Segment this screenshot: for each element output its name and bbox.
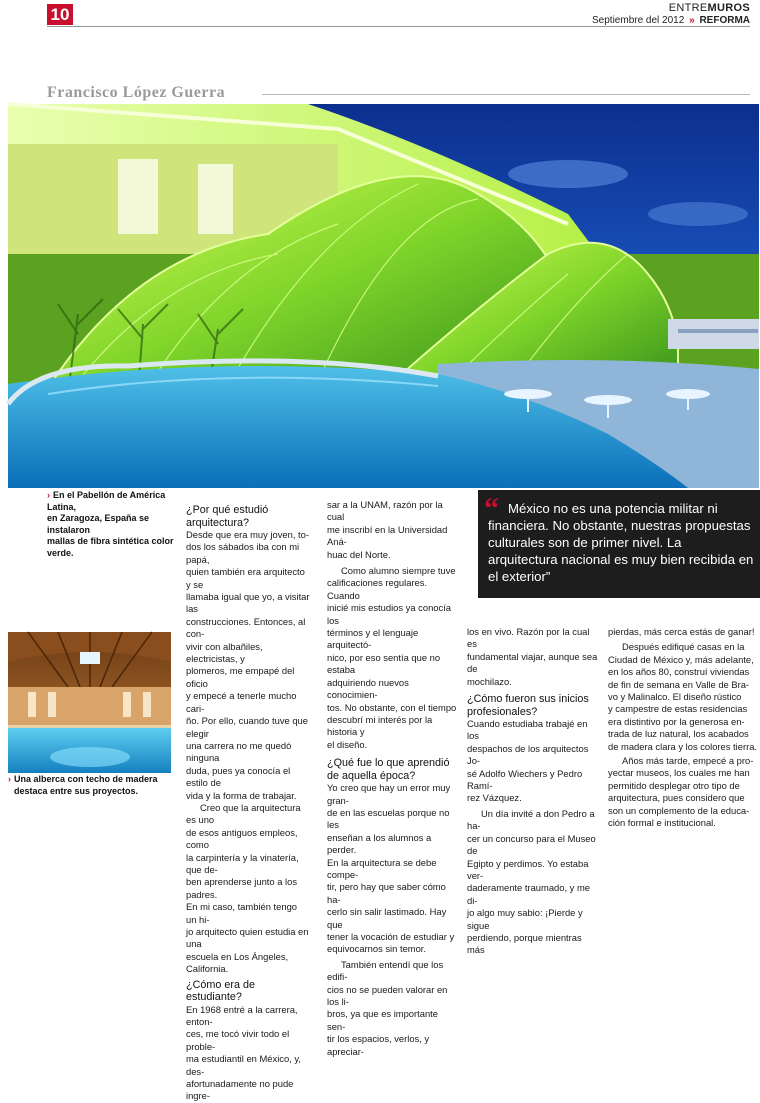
answer-paragraph: Yo creo que hay un error muy gran- de en las escuelas porque no les enseñan a los alumnos a perder. En la arquitectura se debe compe- tir, pero hay que saber cómo ha- cerlo sin salir lastimado. Hay que tener la vocación de estudiar y equivocarnos sin temor.: [327, 782, 455, 955]
masthead: [592, 2, 750, 26]
section-name: REFORMA: [699, 15, 750, 26]
byline-divider: [262, 94, 750, 95]
answer-paragraph: Años más tarde, empecé a pro- yectar museos, los cuales me han permitido desplegar otro tipo de arquitectura, pues considero que son un complemento de la educa- ción formal e institucional.: [608, 755, 754, 829]
answer-paragraph: pierdas, más cerca estás de ganar!: [608, 626, 755, 637]
article-column-1: [186, 501, 310, 1103]
answer-paragraph: Creo que la arquitectura es uno de esos antiguos empleos, como la carpintería y la vinatería, que de- ben aprenderse junto a los padres. En mi caso, también tengo un hi- jo arquitecto quien estudia en una escuela en Los Ángeles, California.: [186, 801, 309, 975]
question-heading: ¿Qué fue lo que aprendió de aquella época?: [327, 757, 450, 782]
pavilion-illustration: [8, 104, 759, 488]
chevron-right-icon: »: [689, 15, 695, 26]
answer-paragraph: En 1968 entré a la carrera, enton- ces, me tocó vivir todo el proble- ma estudiantil en México, y, des- afortunadamente no pude ingre-: [186, 1003, 301, 1102]
article-column-4: [608, 626, 758, 830]
question-heading: ¿Cómo fueron sus inicios profesionales?: [467, 693, 589, 718]
hero-caption: › En el Pabellón de América Latina, en Zaragoza, España se instalaron mallas de fibra sintética color verde.: [47, 490, 174, 558]
triangle-right-icon: ›: [8, 774, 11, 784]
article-column-3: [467, 626, 599, 957]
answer-paragraph: También entendí que los edifi- cios no se pueden valorar en los li- bros, ya que es importante sen- tir los espacios, verlos, y apreciar-: [327, 958, 448, 1057]
answer-paragraph: Desde que era muy joven, to- dos los sábados iba con mi papá, quien también era arquitecto y se llamaba igual que yo, a visitar las construcciones. Entonces, al con- vivir con albañiles, electricistas, y plomeros, me empapé del oficio y empecé a tenerle mucho cari- ño. Por ello, cuando tuve que elegir una carrera no me quedó ninguna duda, pues ya conocía el estilo de vida y la forma de trabajar.: [186, 529, 310, 801]
answer-paragraph: Cuando estudiaba trabajé en los despachos de los arquitectos Jo- sé Adolfo Wiechers y Pedro Ramí- rez Vázquez.: [467, 718, 589, 804]
page-number: 10: [47, 4, 73, 25]
pool-illustration: [8, 632, 171, 773]
question-heading: ¿Por qué estudió arquitectura?: [186, 504, 269, 529]
pull-quote-text: México no es una potencia militar ni financiera. No obstante, nuestras propuestas culturales son de primer nivel. La arquitectura nacional es muy bien recibida en el exterior”: [488, 501, 754, 584]
article-column-2: [327, 499, 457, 1058]
pull-quote: [478, 490, 760, 598]
answer-paragraph: Después edifiqué casas en la Ciudad de México y, más adelante, en los años 80, construí viviendas de fin de semana en Valle de Bra- vo y Malinalco. El diseño rústico y campestre de estas residencias era distintivo por la generosa en- trada de luz natural, los acabados de madera clara y los colores tierra.: [608, 641, 758, 752]
question-heading: ¿Cómo era de estudiante?: [186, 978, 256, 1004]
open-quote-icon: “: [484, 492, 499, 525]
pool-photo: [8, 632, 171, 773]
pool-caption: › Una alberca con techo de madera destaca entre sus proyectos.: [8, 774, 158, 796]
answer-paragraph: los en vivo. Razón por la cual es fundamental viajar, aunque sea de mochilazo.: [467, 626, 598, 687]
answer-paragraph: Un día invité a don Pedro a ha- cer un concurso para el Museo de Egipto y perdimos. Yo estaba ver- daderamente traumado, y me di- jo algo muy sabio: ¡Pierde y sigue perdiendo, porque mientras más: [467, 807, 596, 956]
brand-name: ENTREMUROS: [668, 2, 750, 14]
header-divider: [47, 26, 750, 27]
issue-line: [592, 15, 750, 26]
triangle-right-icon: ›: [47, 490, 50, 500]
author-byline: Francisco López Guerra: [47, 84, 226, 101]
answer-paragraph: Como alumno siempre tuve calificaciones regulares. Cuando inicié mis estudios ya conocía los términos y el lenguaje arquitectó- nico, por eso sentía que no estaba adquiriendo nuevos conocimien- tos. No obstante, con el tiempo descubrí mi interés por la historia y el diseño.: [327, 565, 457, 750]
answer-paragraph: sar a la UNAM, razón por la cual me inscribí en la Universidad Aná- huac del Norte.: [327, 499, 448, 560]
issue-date: Septiembre del 2012: [592, 15, 685, 26]
hero-photo-pavilion: [8, 104, 759, 488]
